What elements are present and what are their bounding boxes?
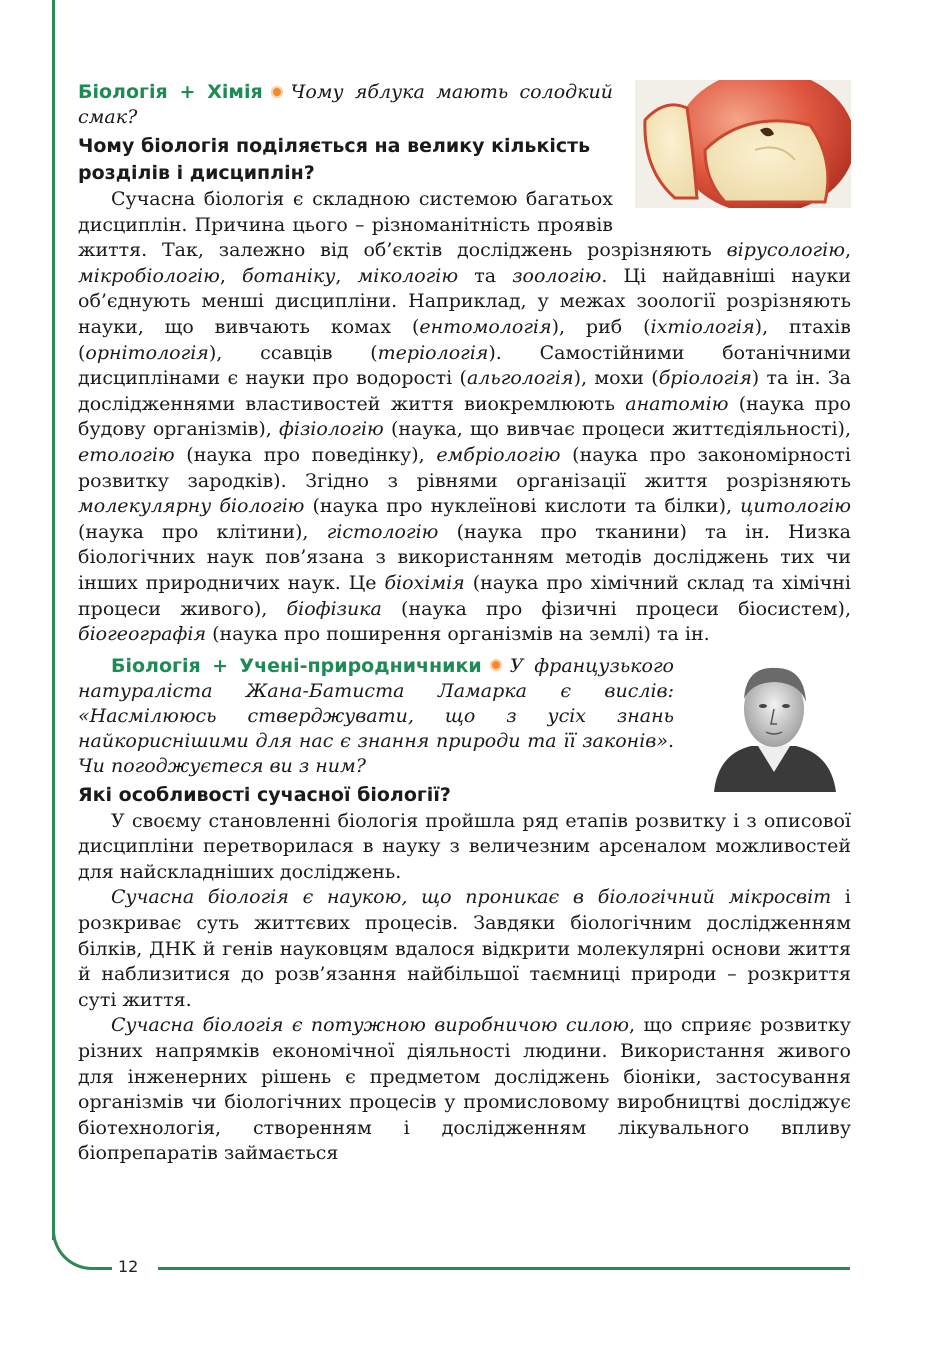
paragraph-text: , що сприяє розвитку різних напрямків економічної діяльності людини. Використання живого для інженерних рішень є предметом досліджень біоніки, застосування організмів чи біологічних процесів у промисловому виробництві досліджує біотехнологія, створенням і дослідженням лікувального впливу біопрепаратів займається [78,1014,851,1165]
discipline-term: іхтіологія [650,315,755,338]
page-frame-left [52,0,55,1240]
page-content [78,80,851,1167]
paragraph-text: (наука про нуклеїнові кислоти та білки), [304,495,741,518]
discipline-term: молекулярну біологію [78,495,305,518]
lamarck-portrait-image [696,654,851,792]
discipline-term: ембріологію [436,443,561,466]
discipline-term: ботаніку [242,264,336,287]
paragraph-text: (наука, що вивчає процеси життєдіяльності), [383,418,852,441]
discipline-term: мікробіологію [78,264,220,287]
section-heading-2: Які особливості сучасної біології? [78,783,451,806]
discipline-term: бріологія [658,367,752,390]
paragraph-text: ), птахів ( [78,315,852,364]
discipline-term: теріологія [377,341,489,364]
info-box-question: Чому яблука мають солодкий смак? [78,81,613,128]
paragraph-production [78,1013,851,1167]
discipline-term: зоологію [512,264,602,287]
paragraph-text: і розкриває суть життєвих процесів. Завдяки біологічним дослідженням білків, ДНК й генів науковцям вдалося відкрити молекулярні основи життя й наблизитися до розв’язання найбільшої таємниці природи – розкриття суті життя. [78,886,851,1011]
page-frame-corner [52,1220,112,1270]
emphasis-text: Сучасна біологія є потужною виробничою силою [111,1014,630,1037]
paragraph-text: (наука про тканини) та ін. Низка біологічних наук пов’язана з використанням методів досліджень тих чи інших природничих наук. Це [78,520,851,594]
discipline-term: орнітологія [85,341,209,364]
discipline-term: мікологію [357,264,459,287]
bullet-dot-icon [490,659,502,671]
discipline-term: анатомію [625,392,729,415]
discipline-term: біохімія [384,571,465,594]
paragraph-text: (наука про фізичні процеси біосистем), [381,597,851,620]
section-biology-disciplines [78,80,851,648]
paragraph-text: , [844,239,851,262]
paragraph-text: ) та ін. За дослідженнями властивостей життя виокремлюють [78,367,851,415]
discipline-term: ентомологія [419,315,552,338]
section-lamarck [78,654,851,1167]
paragraph-text: (наука про будову організмів), [78,392,851,441]
paragraph-text: (наука про хімічний склад та хімічні процеси живого), [78,571,851,620]
bullet-dot-icon [271,86,283,98]
paragraph-text: ), мохи ( [573,367,659,390]
page-number: 12 [118,1257,139,1276]
discipline-term: етологію [78,443,175,466]
apple-image [635,80,851,208]
paragraph-text: , [335,264,358,287]
info-box-title: Біологія + Хімія [78,81,263,103]
info-box-question: У французького натураліста Жана-Батиста Ламарка є вислів: «Насмілююсь стверджувати, що з усіх знань найкориснішими для нас є знання природи та її законів». Чи погоджуєтеся ви з ним? [78,654,674,777]
discipline-term: біогеографія [78,623,207,646]
info-box-title: Біологія + Учені-природничники [111,654,482,677]
paragraph-text: Сучасна біологія є складною системою багатьох дисциплін. Причина цього – різноманітність проявів життя. Так, залежно від об’єктів досліджень розрізняють [78,188,727,262]
paragraph-disciplines [78,187,851,648]
paragraph-text: ), риб ( [551,315,651,338]
paragraph-text: , [219,264,243,287]
discipline-term: фізіологію [279,418,384,441]
paragraph-development: У своєму становленні біологія пройшла ряд етапів розвитку і з описової дисципліни перетворилася в науку з величезним арсеналом можливостей для найскладніших досліджень. [78,809,851,883]
paragraph-text: ). Самостійними ботанічними дисциплінами є науки про водорості ( [78,341,851,390]
paragraph-microworld [78,885,851,1013]
paragraph-text: (наука про поширення організмів на землі) та ін. [206,623,710,646]
paragraph-text: ), ссавців ( [208,341,378,364]
paragraph-text: . Ці найдавніші науки об’єднують менші дисципліни. Наприклад, у межах зоології розрізняють науки, що вивчають комах ( [78,264,851,338]
paragraph-text: (наука про поведінку), [174,443,437,466]
paragraph-text: (наука про клітини), [78,520,327,543]
paragraph-text: та [458,264,513,287]
discipline-term: вірусологію [726,239,845,262]
discipline-term: альгологія [466,367,574,390]
paragraph-text: (наука про закономірності розвитку зародків). Згідно з рівнями організації життя розрізняють [78,443,851,492]
emphasis-text: Сучасна біологія є наукою, що проникає в біологічний мікросвіт [111,886,832,909]
discipline-term: гістологію [326,520,439,543]
section-heading-1: Чому біологія поділяється на велику кількість розділів і дисциплін? [78,135,591,184]
discipline-term: цитологію [740,495,851,518]
discipline-term: біофізика [286,597,382,620]
page-frame-bottom [158,1267,850,1270]
